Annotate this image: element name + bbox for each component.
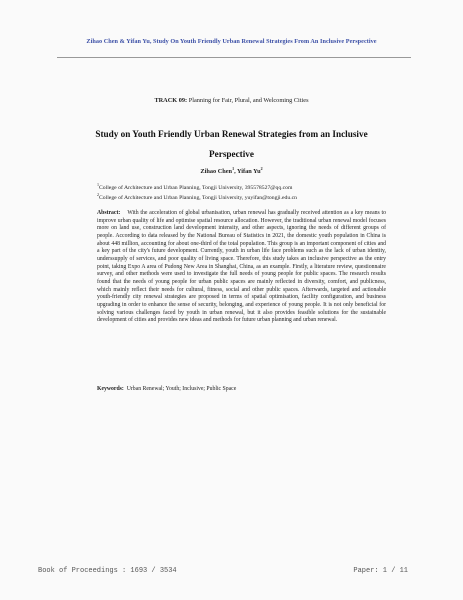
footer-page-number: Paper: 1 / 11 (353, 567, 408, 575)
keywords-text: Urban Renewal; Youth; Inclusive; Public Space (126, 386, 237, 392)
author-line (0, 165, 463, 175)
author-1-sup: 1 (232, 165, 235, 171)
keywords-line (97, 386, 386, 392)
author-separator: , (234, 168, 237, 175)
header-divider (57, 57, 411, 58)
paper-title: Study on Youth Friendly Urban Renewal Strategies from an Inclusive Perspective (95, 129, 368, 159)
footer-proceedings: Book of Proceedings : 1693 / 3534 (38, 567, 177, 575)
affiliation-2-sup: 2 (97, 192, 99, 198)
affiliation-2 (97, 192, 298, 201)
abstract-paragraph (97, 210, 386, 325)
keywords-label: Keywords: (97, 386, 124, 392)
author-2-name: Yifan Yu (236, 168, 261, 175)
abstract-label: Abstract: (97, 210, 121, 216)
affiliation-2-text: College of Architecture and Urban Planning, Tongji University, yuyifan@tongji.edu.cn (99, 195, 298, 201)
author-1-name: Zihao Chen (200, 168, 233, 175)
track-label: TRACK 09: (154, 97, 188, 104)
abstract-text: With the acceleration of global urbanisation, urban renewal has gradually received attention as a key means to improve urban quality of life and optimise spatial resource allocation. However, the traditional urban renewal model focuses more on land use, construction land development intensity, and other aspects, ignoring the needs of different groups of people. According to data released by the National Bureau of Statistics in 2021, the domestic youth population in China is about 448 million, accounting for about one-third of the total population. This group is an important component of cities and a key part of the city's future development. Currently, youth in urban life face problems such as the lack of urban identity, underssupply of services, and poor quality of living space. Therefore, this study takes an inclusive perspective as the entry point, taking Expo A area of Pudong New Area in Shanghai, China, as an example. Firstly, a literature review, questionnaire survey, and other methods were used to investigate the full needs of young people for public spaces. The research results found that the needs of young people for urban public spaces are mainly reflected in diversity, comfort, and publicness, which mainly reflect their needs for cultural, fitness, social and other public spaces. Afterwards, targeted and actionable youth-friendly city renewal strategies are proposed in terms of spatial optimisation, facility configuration, and business upgrading in order to enhance the sense of security, belonging, and experience of young people. It is not only beneficial for solving various challenges faced by youth in urban renewal, but it also provides feasible solutions for the sustainable development of cities and provides new ideas and methods for future urban planning and urban renewal. (97, 210, 386, 324)
author-2-sup: 2 (260, 165, 263, 171)
affiliation-1-sup: 1 (97, 182, 99, 188)
track-text: Planning for Fair, Plural, and Welcoming Cities (188, 97, 309, 104)
affiliation-1-text: College of Architecture and Urban Planning, Tongji University, 395578527@qq.com (99, 185, 293, 191)
track-line (0, 97, 463, 104)
affiliation-1 (97, 182, 293, 191)
running-header: Zihao Chen & Yifan Yu, Study On Youth Friendly Urban Renewal Strategies From An Inclusive Perspective (86, 38, 377, 45)
